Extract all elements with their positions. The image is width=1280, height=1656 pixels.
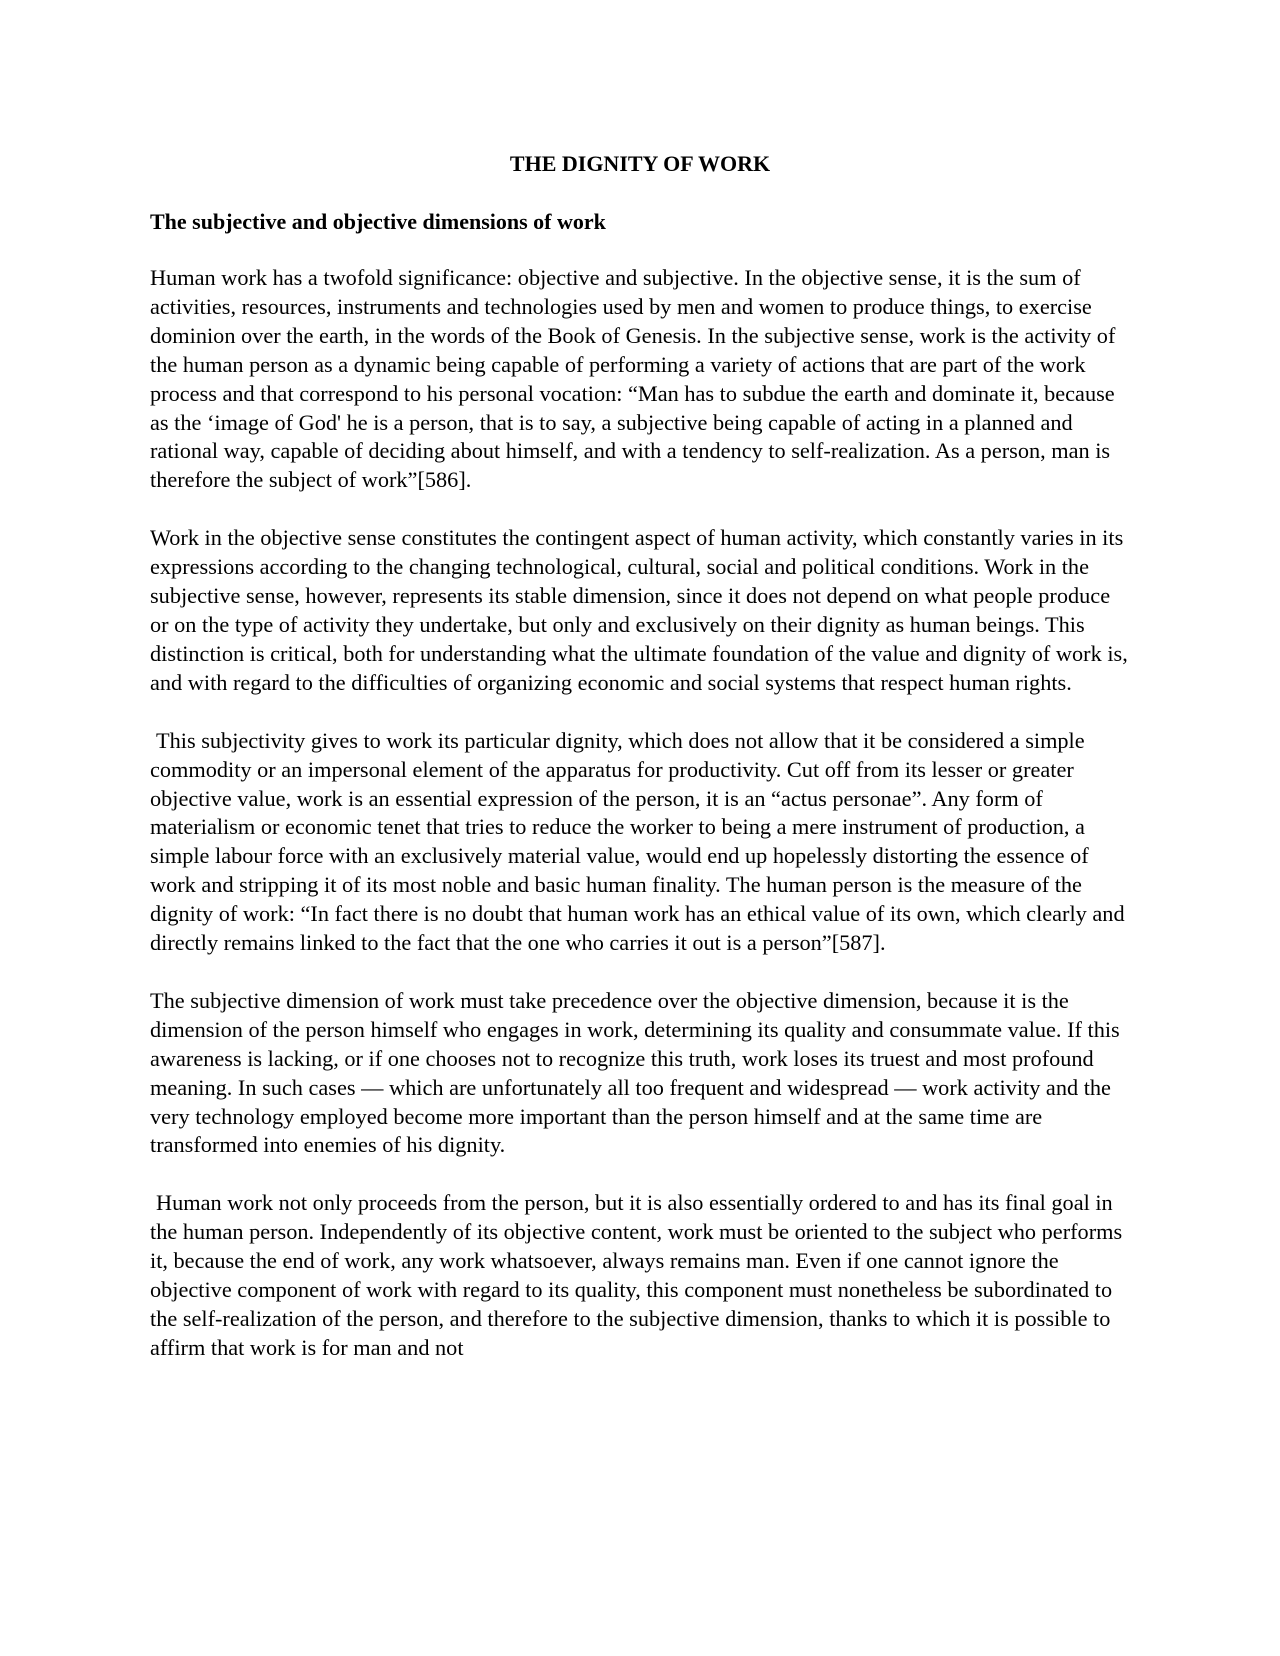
paragraph-3: This subjectivity gives to work its particular dignity, which does not allow that it be considered a simple commodity or an impersonal element of the apparatus for productivity. Cut off from its lesser or greater objective value, work is an essential expression of the person, it is an “actus personae”. Any form of materialism or economic tenet that tries to reduce the worker to being a mere instrument of production, a simple labour force with an exclusively material value, would end up hopelessly distorting the essence of work and stripping it of its most noble and basic human finality. The human person is the measure of the dignity of work: “In fact there is no doubt that human work has an ethical value of its own, which clearly and directly remains linked to the fact that the one who carries it out is a person”[587]. <box>150 727 1125 956</box>
section-heading: The subjective and objective dimensions of work <box>150 209 606 234</box>
paragraph-1: Human work has a twofold significance: objective and subjective. In the objective sense, it is the sum of activities, resources, instruments and technologies used by men and women to produce things, to exercise dominion over the earth, in the words of the Book of Genesis. In the subjective sense, work is the activity of the human person as a dynamic being capable of performing a variety of actions that are part of the work process and that correspond to his personal vocation: “Man has to subdue the earth and dominate it, because as the ‘image of God' he is a person, that is to say, a subjective being capable of acting in a planned and rational way, capable of deciding about himself, and with a tendency to self-realization. As a person, man is therefore the subject of work”[586]. <box>150 265 1116 493</box>
document-body <box>150 150 1130 1392</box>
document-title: THE DIGNITY OF WORK <box>509 151 771 176</box>
paragraph-2: Work in the objective sense constitutes the contingent aspect of human activity, which constantly varies in its expressions according to the changing technological, cultural, social and political conditions. Work in the subjective sense, however, represents its stable dimension, since it does not depend on what people produce or on the type of activity they undertake, but only and exclusively on their dignity as human beings. This distinction is critical, both for understanding what the ultimate foundation of the value and dignity of work is, and with regard to the difficulties of organizing economic and social systems that respect human rights. <box>150 525 1128 695</box>
paragraph-4: The subjective dimension of work must take precedence over the objective dimension, because it is the dimension of the person himself who engages in work, determining its quality and consummate value. If this awareness is lacking, or if one chooses not to recognize this truth, work loses its truest and most profound meaning. In such cases — which are unfortunately all too frequent and widespread — work activity and the very technology employed become more important than the person himself and at the same time are transformed into enemies of his dignity. <box>150 987 1120 1158</box>
paragraph-5: Human work not only proceeds from the person, but it is also essentially ordered to and has its final goal in the human person. Independently of its objective content, work must be oriented to the subject who performs it, because the end of work, any work whatsoever, always remains man. Even if one cannot ignore the objective component of work with regard to its quality, this component must nonetheless be subordinated to the self-realization of the person, and therefore to the subjective dimension, thanks to which it is possible to affirm that work is for man and not <box>150 1190 1123 1360</box>
